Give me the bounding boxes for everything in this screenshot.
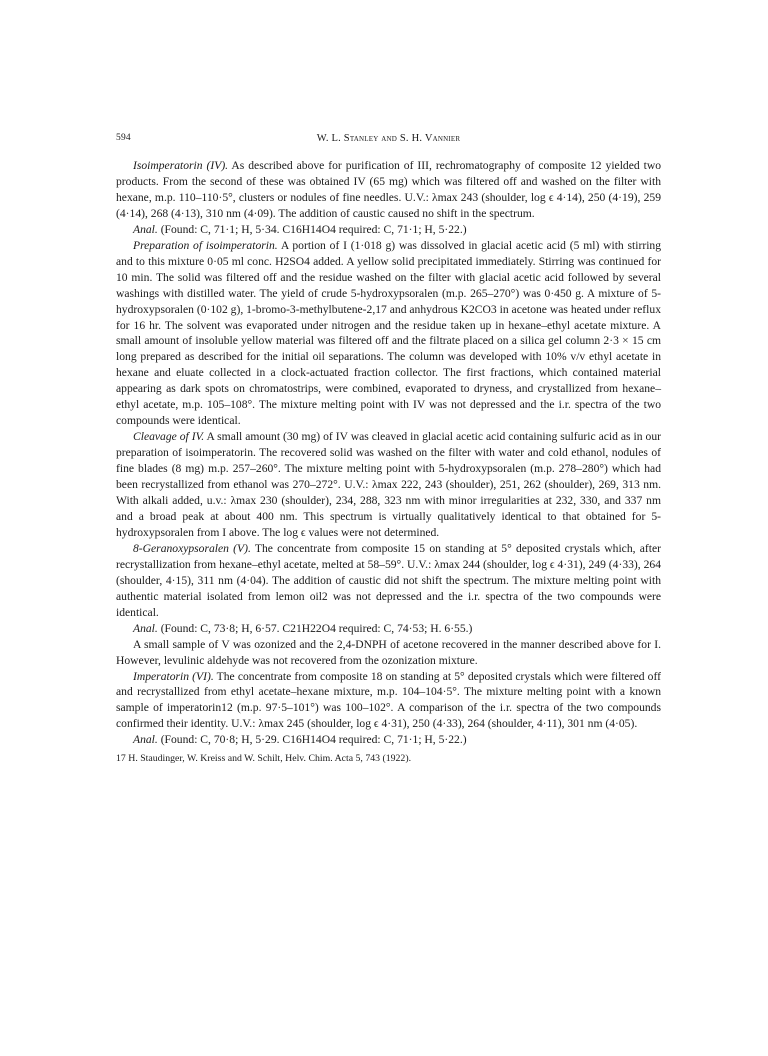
paragraph-analysis-vi <box>116 732 661 748</box>
paragraph-text: A small amount (30 mg) of IV was cleaved in glacial acetic acid containing sulfuric acid as in our preparation of isoimperatorin. The recovered solid was washed on the filter with water and cold ethanol, nodules of fine blades (8 mg) m.p. 257–260°. The mixture melting point with 5-hydroxypsoralen (m.p. 278–280°) which had been recrystallized from ethanol was 270–272°. U.V.: λmax 222, 243 (shoulder), 251, 262 (shoulder), 269, 313 nm. With alkali added, u.v.: λmax 230 (shoulder), 234, 288, 323 nm with minor irregularities at 232, 330, and 337 nm and a broad peak at about 400 nm. This spectrum is virtually qualitatively identical to that obtained for 5-hydroxypsoralen from I above. The log ϵ values were not determined. <box>116 430 661 539</box>
paragraph-cleavage <box>116 429 661 541</box>
paragraph-lead: Preparation of isoimperatorin. <box>133 238 278 252</box>
paragraph-text: The concentrate from composite 18 on standing at 5° deposited crystals which were filtered off and recrystallized from ethyl acetate–hexane mixture, m.p. 104–104·5°. The mixture melting point with a known sample of imperatorin12 (m.p. 97·5–101°) was 100–102°. A comparison of the i.r. spectra of the two compounds confirmed their identity. U.V.: λmax 245 (shoulder, log ϵ 4·31), 250 (4·33), 264 (shoulder, 4·11), 301 nm (4·05). <box>116 669 661 731</box>
paragraph-lead: 8-Geranoxypsoralen (V). <box>133 541 251 555</box>
paragraph-text: The concentrate from composite 15 on standing at 5° deposited crystals which, after recrystallization from hexane–ethyl acetate, melted at 58–59°. U.V.: λmax 244 (shoulder, log ϵ 4·31), 249 (4·33), 264 (shoulder, 4·15), 311 nm (4·04). The addition of caustic did not shift the spectrum. The mixture melting point with authentic material isolated from lemon oil2 was not depressed and the i.r. spectra of the two compounds were identical. <box>116 541 661 619</box>
paragraph-lead: Anal. <box>133 621 158 635</box>
footnote: 17 H. Staudinger, W. Kreiss and W. Schilt, Helv. Chim. Acta 5, 743 (1922). <box>116 753 412 765</box>
article-body <box>116 158 661 765</box>
paragraph-imperatorin <box>116 669 661 733</box>
paragraph-analysis-iv <box>116 222 661 238</box>
paragraph-text: (Found: C, 71·1; H, 5·34. C16H14O4 required: C, 71·1; H, 5·22.) <box>157 222 467 236</box>
paragraph-lead: Cleavage of IV. <box>133 430 205 444</box>
paragraph-ozonization <box>116 637 661 669</box>
page-number: 594 <box>116 133 131 143</box>
paragraph-text: A small sample of V was ozonized and the 2,4-DNPH of acetone recovered in the manner described above for I. However, levulinic aldehyde was not recovered from the ozonization mixture. <box>116 637 661 667</box>
paragraph-text: As described above for purification of III, rechromatography of composite 12 yielded two products. From the second of these was obtained IV (65 mg) which was filtered off and washed on the filter with hexane, m.p. 110–110·5°, clusters or nodules of fine needles. U.V.: λmax 243 (shoulder, log ϵ 4·14), 250 (4·19), 259 (4·14), 268 (4·13), 310 nm (4·09). The addition of caustic caused no shift in the spectrum. <box>116 159 661 220</box>
paragraph-geranoxypsoralen <box>116 541 661 621</box>
paragraph-analysis-v <box>116 621 661 637</box>
paragraph-text: (Found: C, 70·8; H, 5·29. C16H14O4 required: C, 71·1; H, 5·22.) <box>157 733 467 747</box>
paragraph-isoimperatorin <box>116 158 661 222</box>
paragraph-preparation <box>116 238 661 429</box>
paragraph-text: A portion of I (1·018 g) was dissolved in glacial acetic acid (5 ml) with stirring and to this mixture 0·05 ml conc. H2SO4 added. A yellow solid precipitated immediately. Stirring was continued for 10 min. The solid was filtered off and the residue washed on the filter with glacial acetic acid followed by several washings with distilled water. The yield of crude 5-hydroxypsoralen (m.p. 265–270°) was 0·450 g. A mixture of 5-hydroxypsoralen (0·102 g), 1-bromo-3-methylbutene-2,17 and anhydrous K2CO3 in acetone was heated under reflux for 16 hr. The solvent was evaporated under nitrogen and the residue taken up in hexane–ethyl acetate mixture. A small amount of insoluble yellow material was filtered off and the filtrate placed on a silica gel column 2·3 × 15 cm long prepared as described for the initial oil separations. The column was developed with 10% v/v ethyl acetate in hexane and eluate collected in a clock-actuated fraction collector. The first fractions, which contained material appearing as dark spots on chromatostrips, were combined, evaporated to dryness, and crystallized from hexane–ethyl acetate, m.p. 105–108°. The mixture melting point with IV was not depressed and the i.r. spectra of the two compounds were identical. <box>116 238 662 428</box>
paragraph-lead: Isoimperatorin (IV). <box>133 159 229 172</box>
paragraph-text: (Found: C, 73·8; H, 6·57. C21H22O4 required: C, 74·53; H. 6·55.) <box>157 621 473 635</box>
paragraph-lead: Anal. <box>133 733 158 747</box>
paragraph-lead: Imperatorin (VI). <box>133 669 214 683</box>
paragraph-lead: Anal. <box>133 222 158 236</box>
running-head-authors: W. L. Stanley and S. H. Vannier <box>316 133 461 144</box>
